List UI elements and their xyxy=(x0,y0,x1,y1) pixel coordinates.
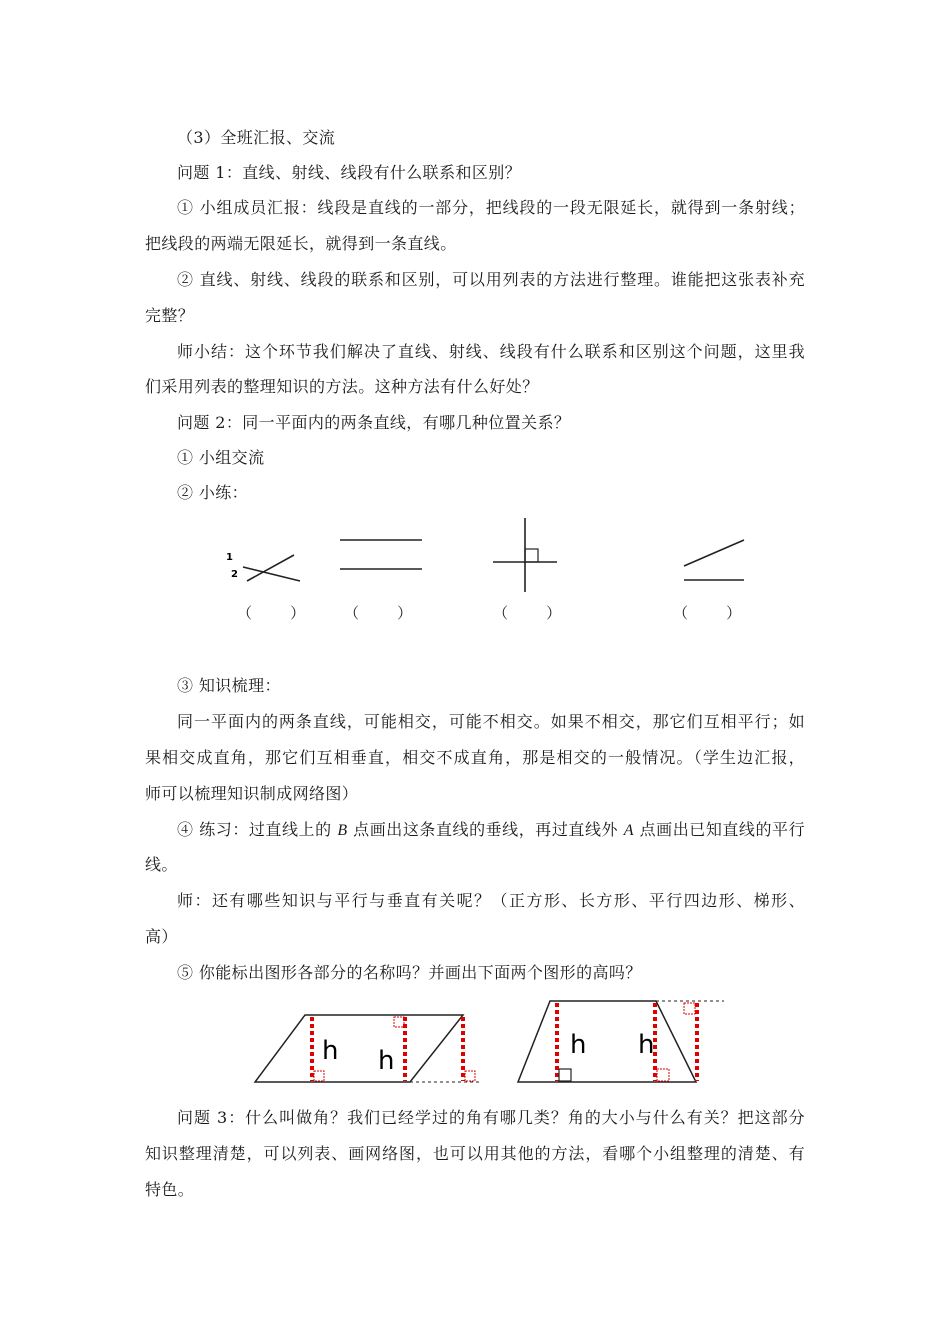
paragraph-line: 把线段的两端无限延长，就得到一条直线。 xyxy=(145,234,457,253)
paragraph-line: ④ 练习：过直线上的 B 点画出这条直线的垂线，再过直线外 A 点画出已知直线的平行 xyxy=(177,820,806,839)
paragraph-line: ③ 知识梳理： xyxy=(177,676,281,695)
section-heading: （3）全班汇报、交流 xyxy=(177,128,336,147)
parallelogram-shape xyxy=(255,1015,482,1082)
point-b-label: B xyxy=(337,822,348,839)
question-3: 问题 3：什么叫做角？我们已经学过的角有哪几类？角的大小与什么有关？把这部分 xyxy=(177,1108,805,1127)
paragraph-line: ① 小组交流 xyxy=(177,448,265,467)
paragraph-line: ② 直线、射线、线段的联系和区别，可以用列表的方法进行整理。谁能把这张表补充 xyxy=(177,270,805,289)
paragraph-line: 知识整理清楚，可以列表、画网络图，也可以用其他的方法，看哪个小组整理的清楚、有 xyxy=(145,1144,805,1163)
paragraph-line: 同一平面内的两条直线，可能相交，可能不相交。如果不相交，那它们互相平行；如 xyxy=(177,712,805,731)
perpendicular-lines-diagram xyxy=(493,518,557,592)
answer-blank[interactable]: （ ） xyxy=(344,604,413,622)
question-1: 问题 1：直线、射线、线段有什么联系和区别？ xyxy=(177,163,522,182)
paragraph-line: 完整？ xyxy=(145,306,195,325)
question-2: 问题 2：同一平面内的两条直线，有哪几种位置关系？ xyxy=(177,413,571,432)
paragraph-line: 特色。 xyxy=(145,1180,195,1199)
height-label: h xyxy=(570,1030,587,1060)
line-label-2: 2 xyxy=(231,569,238,580)
height-label: h xyxy=(322,1036,339,1066)
paragraph-line: 师：还有哪些知识与平行与垂直有关呢？（正方形、长方形、平行四边形、梯形、 xyxy=(177,891,805,910)
height-label: h xyxy=(638,1030,655,1060)
answer-blank[interactable]: （ ） xyxy=(673,604,742,622)
trapezoid-shape xyxy=(518,1001,724,1082)
paragraph-line: 师可以梳理知识制成网络图） xyxy=(145,784,359,803)
paragraph-line: ② 小练： xyxy=(177,483,249,502)
line-label-1: 1 xyxy=(226,552,233,563)
paragraph-line: ① 小组成员汇报：线段是直线的一部分，把线段的一段无限延长，就得到一条射线； xyxy=(177,198,805,217)
paragraph-line: 线。 xyxy=(145,855,178,874)
line-relations-figure xyxy=(0,510,950,620)
paragraph-line: 果相交成直角，那它们互相垂直，相交不成直角，那是相交的一般情况。（学生边汇报， xyxy=(145,748,805,767)
intersecting-lines-diagram xyxy=(243,555,300,581)
paragraph-line: ⑤ 你能标出图形各部分的名称吗？并画出下面两个图形的高吗？ xyxy=(177,963,642,982)
non-intersecting-segments-diagram xyxy=(684,540,744,580)
answer-blank[interactable]: （ ） xyxy=(493,604,562,622)
point-a-label: A xyxy=(623,822,634,839)
paragraph-line: 高） xyxy=(145,927,178,946)
paragraph-line: 们采用列表的整理知识的方法。这种方法有什么好处？ xyxy=(145,377,539,396)
parallel-lines-diagram xyxy=(340,540,422,569)
shapes-height-figure xyxy=(0,993,950,1093)
paragraph-line: 师小结：这个环节我们解决了直线、射线、线段有什么联系和区别这个问题，这里我 xyxy=(177,342,805,361)
answer-blank[interactable]: （ ） xyxy=(237,604,306,622)
height-label: h xyxy=(378,1046,395,1076)
